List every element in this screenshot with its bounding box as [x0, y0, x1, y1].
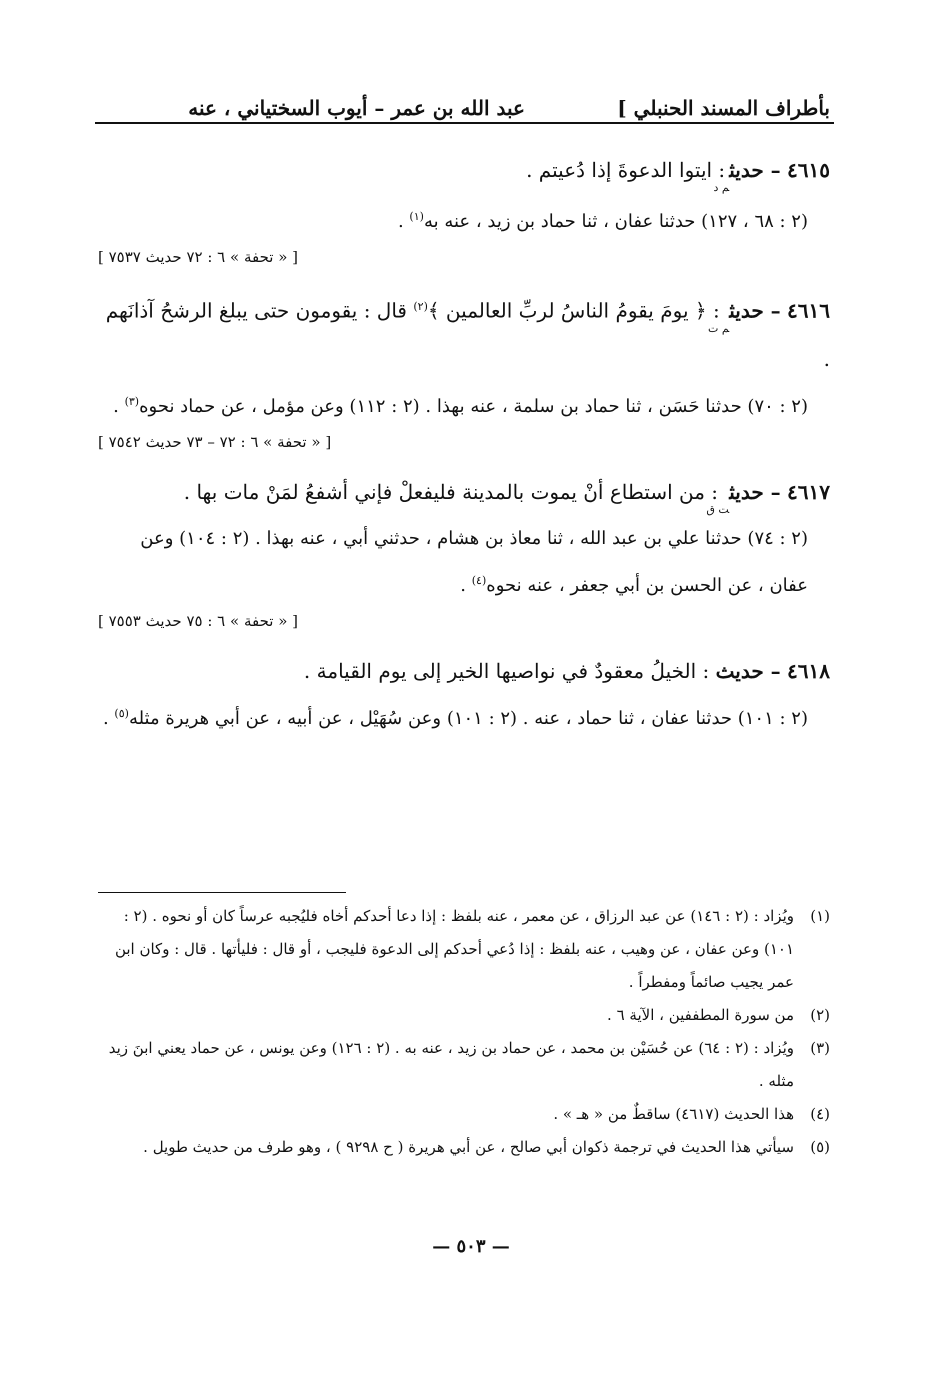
- hadith-title: [98, 148, 830, 196]
- header-center: عبد الله بن عمر – أيوب السختياني ، عنه: [188, 96, 525, 120]
- footnote-text: هذا الحديث (٤٦١٧) ساقطٌ من « هـ » .: [553, 1105, 794, 1123]
- hadith-source: (٢ : ٦٨ ، ١٢٧) حدثنا عفان ، ثنا حماد بن زيد ، عنه به$^{(١)}$ .: [397, 210, 808, 232]
- footnote-number: (١): [810, 907, 830, 925]
- hadith-word: – حديث: [729, 479, 781, 504]
- hadith-title: [98, 470, 830, 518]
- hadith-word: – حديث: [715, 658, 781, 683]
- footnote-item: [92, 1032, 830, 1098]
- footnotes: [92, 900, 830, 1164]
- footnote-marker[interactable]: (٣): [124, 394, 140, 408]
- footnote-marker[interactable]: (٢): [413, 300, 428, 313]
- hadith-title: [98, 649, 830, 693]
- hadith-item: [98, 285, 830, 454]
- hadith-text: : ﴿ يومَ يقومُ الناسُ لربِّ العالمين ﴾: [427, 298, 720, 323]
- footnote-number: (٤): [810, 1105, 830, 1123]
- hadith-source: (٢ : ٧٤) حدثنا علي بن عبد الله ، ثنا معاذ بن هشام ، حدثني أبي ، عنه بهذا . (٢ : ١٠٤) وعن عفان ، عن الحسن بن أبي جعفر ، عنه نحوه$^{(٤)}$ .: [140, 527, 808, 596]
- footnote-rule: [98, 892, 346, 893]
- footnote-number: (٣): [810, 1039, 830, 1057]
- footnote-item: [92, 900, 830, 999]
- hadith-item: [98, 148, 830, 269]
- page-number: — ٥٠٣ —: [432, 1236, 510, 1257]
- hadith-marks: م ت: [708, 321, 730, 335]
- hadith-number: ٤٦١٦: [787, 298, 830, 323]
- footnote-text: سيأتي هذا الحديث في ترجمة ذكوان أبي صالح ، عن أبي هريرة ( ح ٩٢٩٨ ) ، وهو طرف من حديث طويل .: [143, 1138, 794, 1156]
- tuhfa-reference: [ « تحفة » ٦ : ٧٢ حديث ٧٥٣٧ ]: [98, 248, 299, 266]
- hadith-text: : الخيلُ معقودٌ في نواصيها الخير إلى يوم القيامة .: [303, 658, 710, 683]
- hadith-word: – حديث: [729, 298, 781, 323]
- footnote-item: [92, 1131, 830, 1164]
- tuhfa-reference: [ « تحفة » ٦ : ٧٢ – ٧٣ حديث ٧٥٤٢ ]: [98, 432, 332, 451]
- hadith-word: – حديث: [729, 158, 781, 182]
- hadith-list: [98, 138, 830, 756]
- hadith-text-end: قال : يقومون حتى يبلغ الرشحُ آذانَهم .: [105, 298, 830, 371]
- tuhfa-reference: [ « تحفة » ٦ : ٧٥ حديث ٧٥٥٣ ]: [98, 611, 299, 630]
- hadith-title: [98, 285, 830, 381]
- hadith-marks: م د: [713, 181, 730, 194]
- hadith-number: ٤٦١٨: [787, 658, 830, 683]
- hadith-source: (٢ : ١٠١) حدثنا عفان ، ثنا حماد ، عنه . (٢ : ١٠١) وعن سُهَيْل ، عن أبيه ، عن أبي هريرة مثله$^{(٥)}$ .: [102, 706, 808, 729]
- hadith-item: [98, 470, 830, 633]
- hadith-text: : ايتوا الدعوةَ إذا دُعيتم .: [526, 158, 726, 182]
- footnote-text: ويُزاد : (٢ : ١٤٦) عن عبد الرزاق ، عن معمر ، عنه بلفظ : إذا دعا أحدكم أخاه فليُجبه عرساً كان أو نحوه . (٢ : ١٠١) وعن عفان ، عن وهيب ، عنه بلفظ : إذا دُعي أحدكم إلى الدعوة فليجب ، أو قال : فليأتها . قال : وكان ابن عمر يجيب صائماً ومفطراً .: [114, 907, 794, 991]
- footnote-marker[interactable]: (٥): [114, 706, 129, 720]
- hadith-number: ٤٦١٧: [787, 479, 830, 504]
- footnote-marker[interactable]: (١): [409, 210, 424, 223]
- header-right: بأطراف المسند الحنبلي ]: [617, 96, 830, 120]
- header-rule: [95, 122, 834, 124]
- hadith-item: [98, 649, 830, 740]
- footnote-item: [92, 1098, 830, 1131]
- hadith-text: : من استطاع أنْ يموت بالمدينة فليفعلْ فإني أشفعُ لمَنْ مات بها .: [183, 479, 719, 504]
- footnote-text: من سورة المطففين ، الآية ٦ .: [607, 1006, 794, 1024]
- hadith-source: (٢ : ٧٠) حدثنا حَسَن ، ثنا حماد بن سلمة ، عنه بهذا . (٢ : ١١٢) وعن مؤمل ، عن حماد نحوه$^{(٣)}$ .: [113, 394, 808, 417]
- running-header: [95, 86, 830, 120]
- footnote-number: (٢): [810, 1006, 830, 1024]
- footnote-marker[interactable]: (٤): [471, 573, 487, 587]
- footnote-number: (٥): [810, 1138, 830, 1156]
- hadith-marks: ت ق: [706, 502, 730, 516]
- footnote-item: [92, 999, 830, 1032]
- hadith-number: ٤٦١٥: [787, 158, 830, 182]
- footnote-text: ويُزاد : (٢ : ٦٤) عن حُسَيْن بن محمد ، عن حماد بن زيد ، عنه به . (٢ : ١٢٦) وعن يونس ، عن حماد يعني ابنَ زيد مثله .: [108, 1039, 794, 1090]
